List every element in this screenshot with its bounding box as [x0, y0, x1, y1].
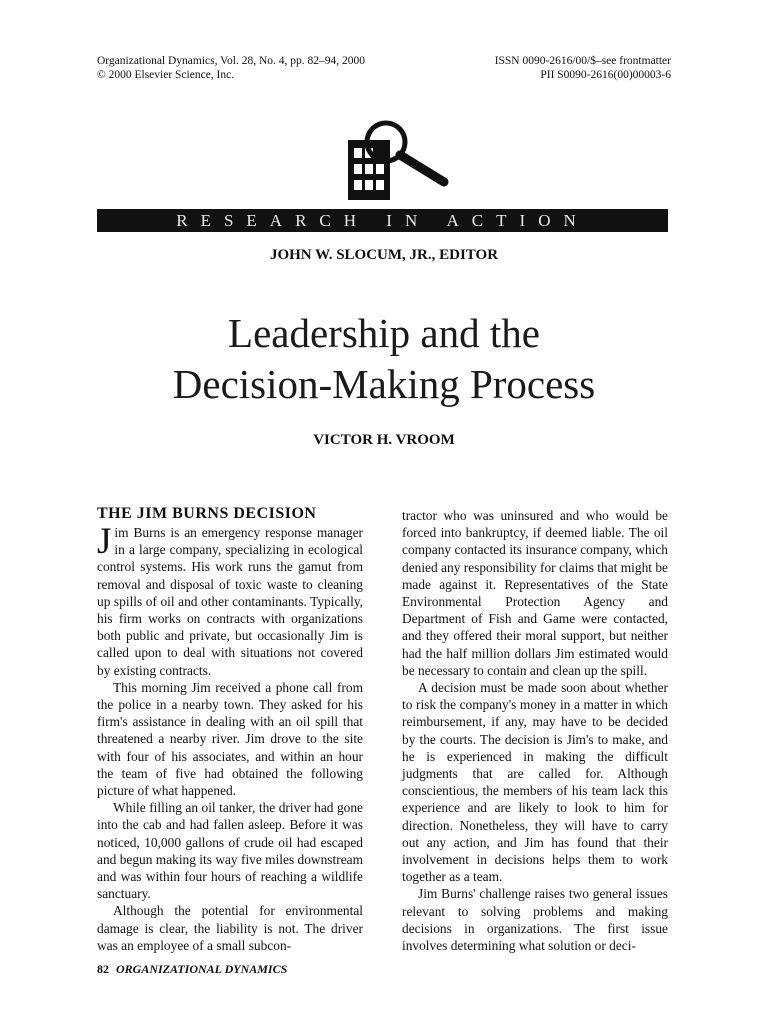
paragraph: While filling an oil tanker, the driver had gone into the cab and had fallen asleep. Before it was noticed, 10,000 gallons of crude oil had escaped and begun making its way five miles downstream and was within four hours of reaching a wildlife sanctuary. — [97, 800, 363, 902]
title-line-1: Leadership and the — [228, 310, 540, 356]
pii-line: PII S0090-2616(00)00003-6 — [540, 69, 671, 81]
drop-cap: J — [97, 521, 112, 562]
header-issn — [495, 54, 671, 82]
text-column-left — [97, 521, 363, 954]
editor-byline: JOHN W. SLOCUM, JR., EDITOR — [269, 247, 499, 263]
title-line-2: Decision-Making Process — [172, 361, 596, 407]
section-heading: THE JIM BURNS DECISION — [97, 505, 317, 522]
author-byline: VICTOR H. VROOM — [313, 432, 455, 448]
citation-line: Organizational Dynamics, Vol. 28, No. 4, pp. 82–94, 2000 — [97, 55, 365, 67]
text-column-right — [402, 507, 668, 954]
paragraph: Jim Burns' challenge raises two general issues relevant to solving problems and making decisions in organizations. The first issue involves determining what solution or deci- — [402, 886, 668, 954]
copyright-line: © 2000 Elsevier Science, Inc. — [97, 69, 235, 81]
article-title — [0, 308, 768, 410]
paragraph: A decision must be made soon about whether to risk the company's money in a matter in which reimbursement, if any, may have to be decided by the courts. The decision is Jim's to make, and he is experienced in making the difficult judgments that are called for. Although conscientious, the members of his team lack this experience and are likely to look to him for direction. Nonetheless, they will have to carry out any action, and Jim has found that their involvement in decisions helps them to work together as a team. — [402, 680, 668, 885]
page-number: 82 — [97, 962, 109, 976]
issn-line: ISSN 0090-2616/00/$–see frontmatter — [494, 55, 671, 67]
paragraph: Although the potential for environmental damage is clear, the liability is not. The driver was an employee of a small subcon- — [97, 903, 363, 953]
building-magnifier-icon — [348, 120, 450, 202]
paragraph: Jim Burns is an emergency response manager in a large company, specializing in ecological control systems. His work runs the gamut from removal and disposal of toxic waste to cleaning up spills of oil and other contaminants. Typically, his firm works on contracts with organizations both public and private, but occasionally Jim is called upon to deal with situations not covered by existing contracts. — [97, 521, 363, 678]
paragraph: This morning Jim received a phone call from the police in a nearby town. They asked for his firm's assistance in dealing with an oil spill that threatened a nearby river. Jim drove to the site with four of his associates, and within an hour the team of five had obtained the following picture of what happened. — [97, 679, 363, 799]
section-banner: RESEARCH IN ACTION — [97, 209, 668, 232]
header-citation — [97, 54, 365, 82]
paragraph: tractor who was uninsured and who would be forced into bankruptcy, if deemed liable. The oil company contacted its insurance company, which denied any responsibility for claims that might be made against it. Representatives of the State Environmental Protection Agency and Department of Fish and Game were contacted, and they offered their moral support, but neither had the half million dollars Jim estimated would be necessary to contain and clean up the spill. — [402, 508, 668, 678]
journal-name: ORGANIZATIONAL DYNAMICS — [116, 962, 288, 976]
page-footer — [97, 962, 287, 977]
